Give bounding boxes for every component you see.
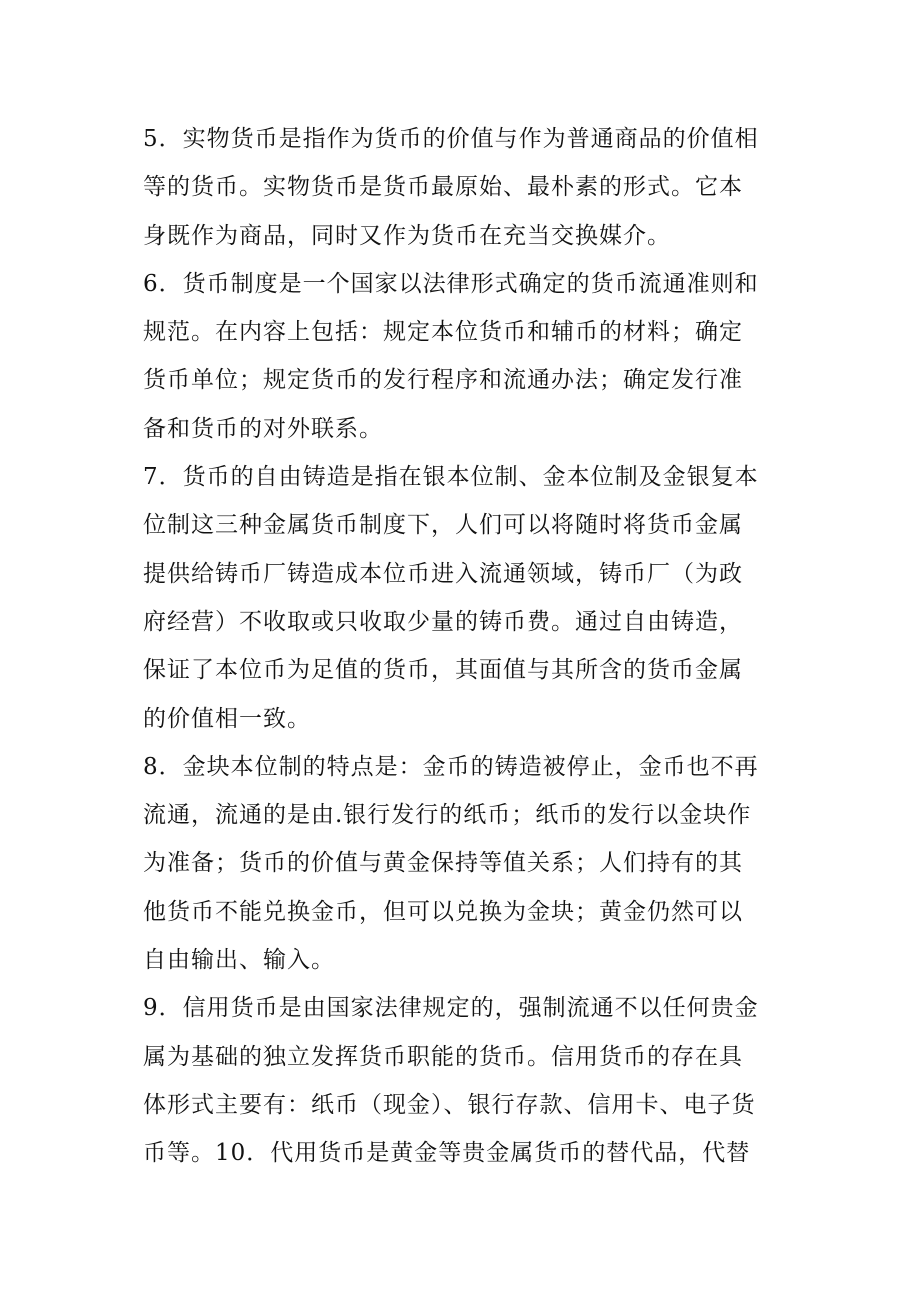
text-line: 备和货币的对外联系。 [143, 415, 383, 442]
document-body [143, 115, 783, 1178]
text-line: 货币单位；规定货币的发行程序和流通办法；确定发行准 [143, 367, 743, 394]
text-line: 保证了本位币为足值的货币，其面值与其所含的货币金属 [143, 657, 743, 684]
text-line: 币等。10．代用货币是黄金等贵金属货币的替代品，代替 [143, 1140, 751, 1167]
text-line: 等的货币。实物货币是货币最原始、最朴素的形式。它本 [143, 174, 743, 201]
text-line: 流通，流通的是由.银行发行的纸币；纸币的发行以金块作 [143, 802, 752, 829]
text-line: 6．货币制度是一个国家以法律形式确定的货币流通准则和 [143, 270, 759, 297]
text-line: 位制这三种金属货币制度下，人们可以将随时将货币金属 [143, 512, 743, 539]
text-line: 提供给铸币厂铸造成本位币进入流通领域，铸币厂（为政 [143, 560, 743, 587]
text-line: 他货币不能兑换金币，但可以兑换为金块；黄金仍然可以 [143, 898, 743, 925]
text-line: 自由输出、输入。 [143, 947, 335, 974]
text-line: 9．信用货币是由国家法律规定的，强制流通不以任何贵金 [143, 995, 759, 1022]
text-line: 的价值相一致。 [143, 705, 311, 732]
text-line: 5．实物货币是指作为货币的价值与作为普通商品的价值相 [143, 126, 759, 152]
text-line: 为准备；货币的价值与黄金保持等值关系；人们持有的其 [143, 850, 743, 877]
text-line: 规范。在内容上包括：规定本位货币和辅币的材料；确定 [143, 319, 743, 346]
text-line: 府经营）不收取或只收取少量的铸币费。通过自由铸造， [143, 608, 743, 635]
text-line: 属为基础的独立发挥货币职能的货币。信用货币的存在具 [143, 1043, 743, 1070]
text-line: 7．货币的自由铸造是指在银本位制、金本位制及金银复本 [143, 464, 759, 491]
text-line: 8．金块本位制的特点是：金币的铸造被停止，金币也不再 [143, 753, 759, 780]
text-line: 身既作为商品，同时又作为货币在充当交换媒介。 [143, 222, 671, 249]
text-line: 体形式主要有：纸币（现金）、银行存款、信用卡、电子货 [143, 1091, 756, 1118]
